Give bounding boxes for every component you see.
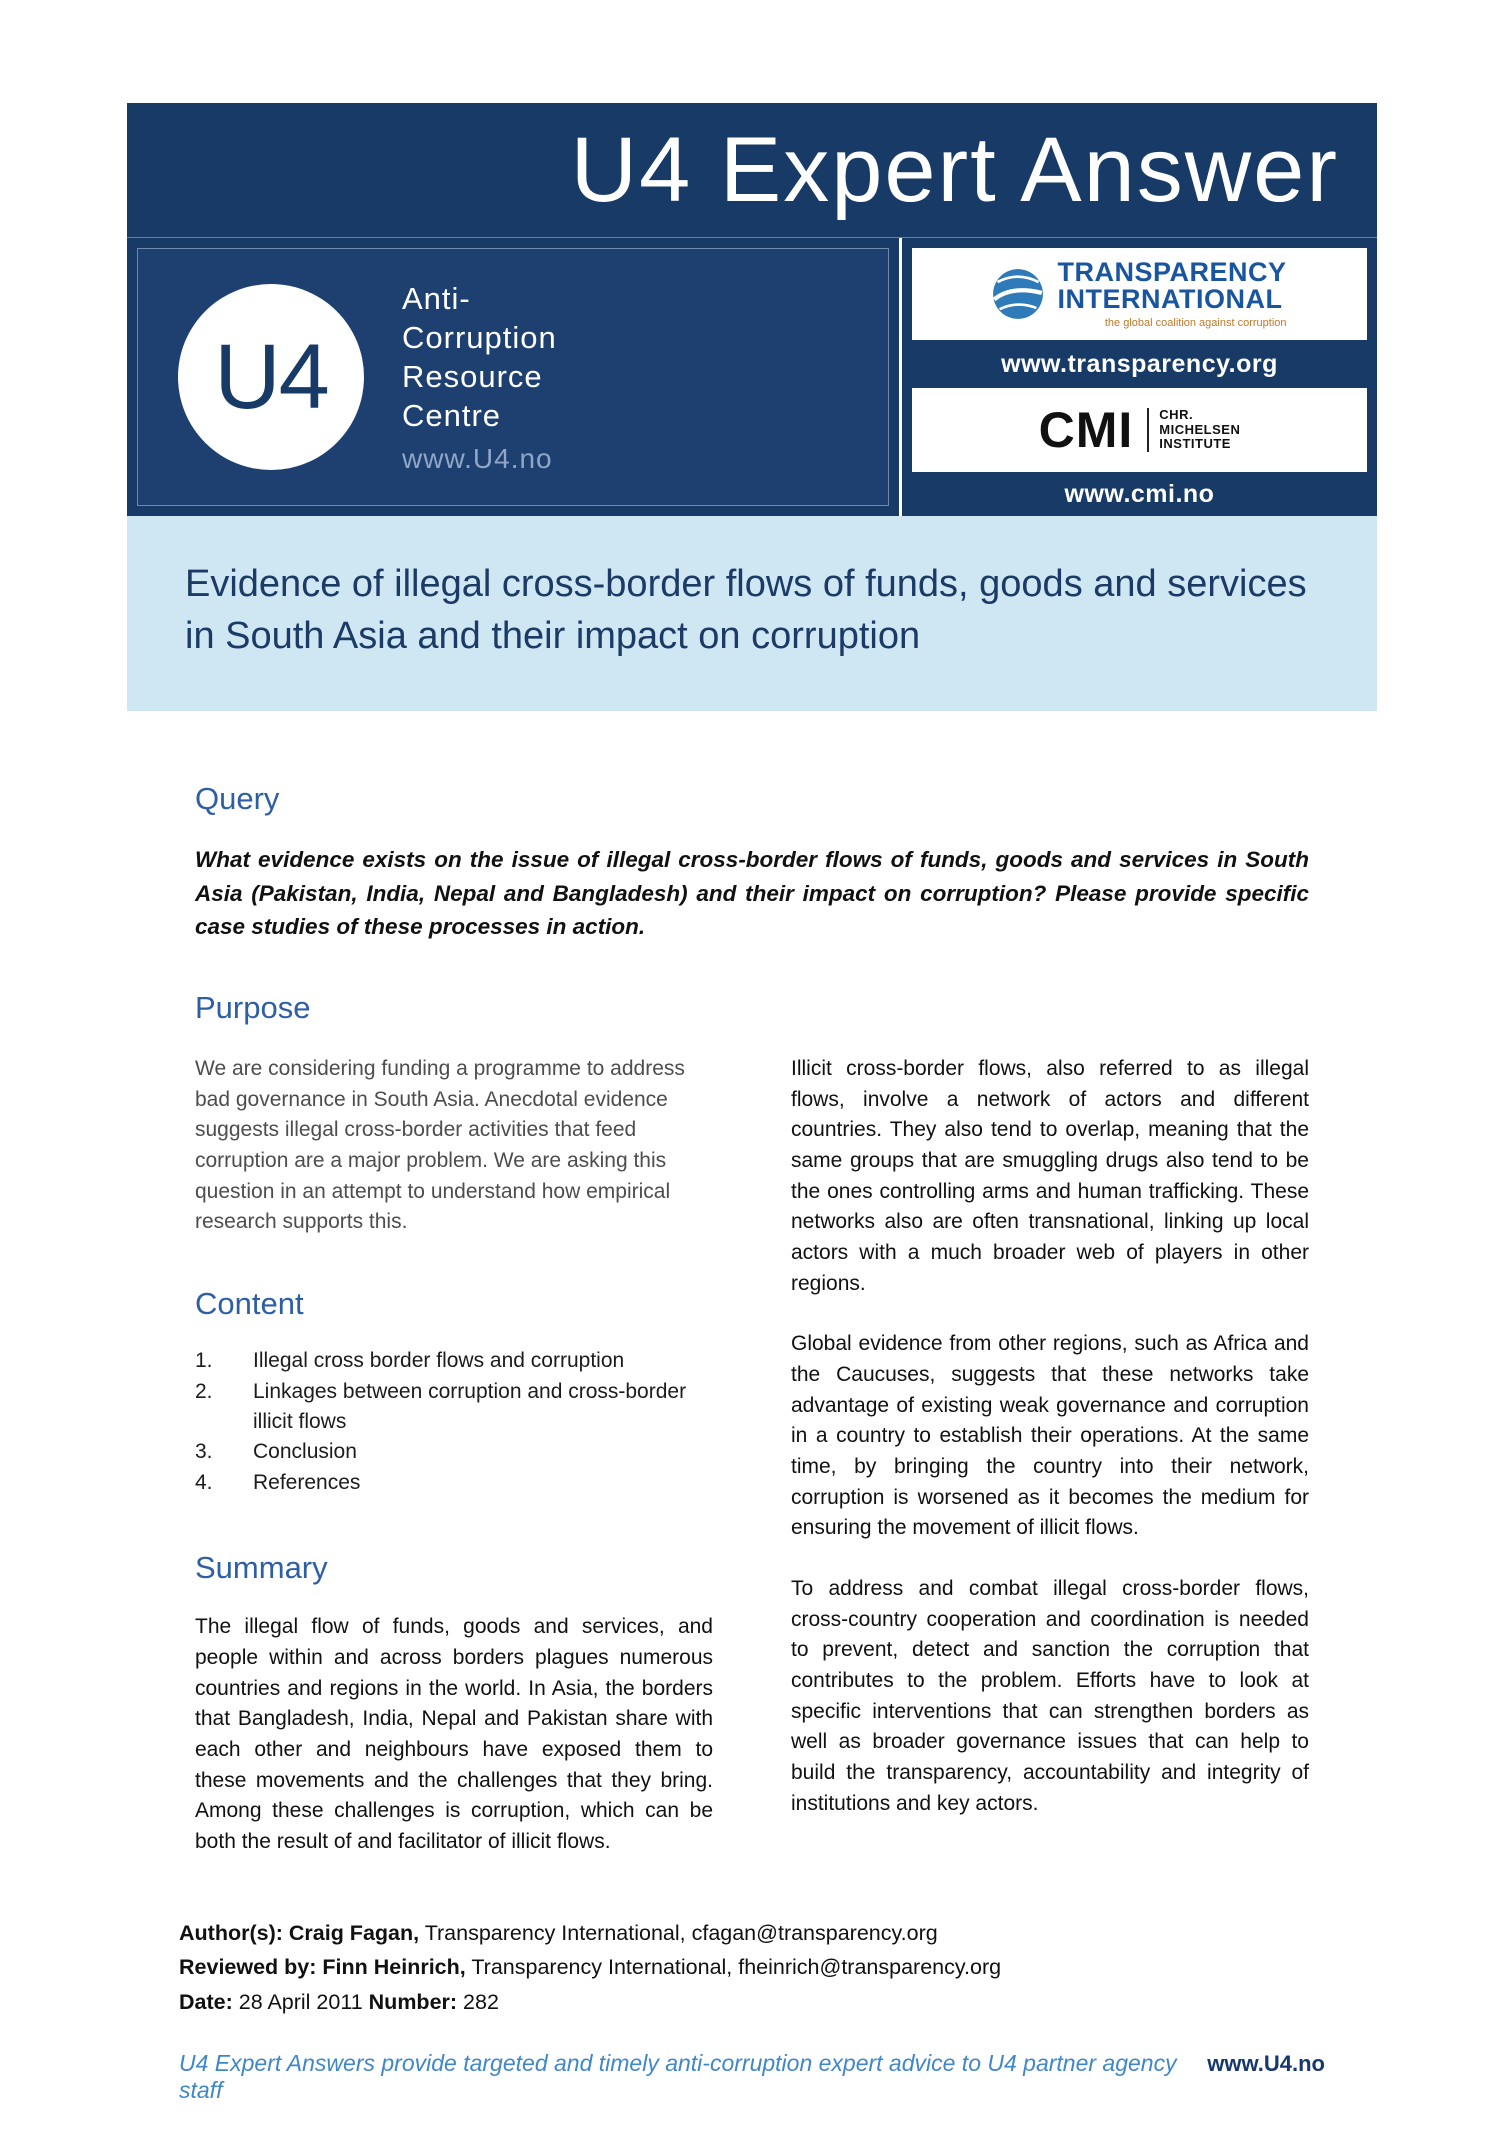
body-content — [127, 711, 1377, 1858]
u4-org-line-4: Centre — [402, 398, 502, 434]
intro-paragraph-1: Illicit cross-border flows, also referred to as illegal flows, involve a network of actors and different countries. They also tend to overlap, meaning that the same groups that are smuggling drugs also tend to be the ones controlling arms and human trafficking. These networks also are often transnational, linking up local actors with a much broader web of players in other regions. — [791, 1057, 1309, 1295]
ti-wordmark — [1057, 259, 1286, 329]
authors-label: Author(s): — [179, 1920, 283, 1945]
date-number-line — [179, 1985, 1325, 2020]
list-item-number: 3. — [195, 1440, 213, 1464]
u4-org-line-3: Resource — [402, 359, 543, 394]
header-banner — [127, 103, 1377, 516]
query-text: What evidence exists on the issue of illegal cross-border flows of funds, goods and services in South Asia (Pakistan, India, Nepal and Bangladesh) and their impact on corruption? Please provide specific case studies of these processes in action. — [195, 846, 1309, 940]
ti-wordmark-line-1: TRANSPARENCY — [1057, 257, 1287, 287]
two-column-layout — [195, 1054, 1309, 1857]
author-name: Craig Fagan, — [288, 1920, 420, 1945]
number-value: 282 — [463, 1990, 499, 2015]
u4-url-link[interactable]: www.U4.no — [402, 443, 553, 475]
cmi-institute-name — [1147, 408, 1240, 453]
u4-logo-panel-inner — [137, 248, 889, 506]
summary-heading: Summary — [195, 1550, 328, 1586]
summary-text: The illegal flow of funds, goods and services, and people within and across borders plagues numerous countries and regions in the world. In Asia, the borders that Bangladesh, India, Nepal and Pakistan share with each other and neighbours have exposed them to these movements and the challenges that they bring. Among these challenges is corruption, which can be both the result of and facilitator of illicit flows. — [195, 1615, 713, 1853]
u4-org-line-1: Anti- — [402, 280, 471, 316]
banner-title: U4 Expert Answer — [570, 118, 1339, 221]
transparency-url-link[interactable]: www.transparency.org — [1001, 349, 1278, 378]
list-item-text: Illegal cross border flows and corruption — [253, 1349, 625, 1373]
reviewer-affiliation: Transparency International, fheinrich@transparency.org — [471, 1955, 1002, 1980]
query-heading: Query — [195, 780, 280, 816]
purpose-text: We are considering funding a programme to address bad governance in South Asia. Anecdotal evidence suggests illegal cross-border activities that feed corruption are a major problem. We are asking this question in an attempt to understand how empirical research supports this. — [195, 1057, 685, 1234]
logo-row — [127, 238, 1377, 516]
list-item-number: 1. — [195, 1349, 213, 1373]
cmi-url-strip — [912, 472, 1367, 516]
footer-credits — [127, 1858, 1377, 2020]
cmi-name-line-3: INSTITUTE — [1159, 436, 1231, 452]
partner-logos-panel — [902, 238, 1377, 516]
reviewed-line — [179, 1950, 1325, 1985]
reviewer-name: Finn Heinrich, — [322, 1955, 466, 1980]
cmi-url-link[interactable]: www.cmi.no — [1064, 479, 1215, 508]
right-column — [791, 1054, 1309, 1857]
author-affiliation: Transparency International, cfagan@transparency.org — [424, 1920, 938, 1945]
u4-org-line-2: Corruption — [402, 319, 557, 355]
ti-tagline: the global coalition against corruption — [1104, 317, 1287, 329]
list-item-text: References — [253, 1470, 361, 1494]
document-title: Evidence of illegal cross-border flows of funds, goods and services in South Asia and their impact on corruption — [185, 563, 1307, 658]
cmi-logo — [912, 388, 1367, 472]
date-label: Date: — [179, 1990, 233, 2015]
u4-monogram: U4 — [214, 325, 328, 428]
authors-line — [179, 1916, 1325, 1951]
list-item-text: Linkages between corruption and cross-border illicit flows — [253, 1379, 687, 1433]
ti-wordmark-line-2: INTERNATIONAL — [1057, 284, 1283, 314]
content-list — [195, 1346, 713, 1498]
content-heading: Content — [195, 1286, 304, 1322]
u4-logo-panel — [127, 238, 902, 516]
list-item — [195, 1377, 713, 1438]
cmi-monogram: CMI — [1038, 402, 1134, 458]
footer-tagline-row — [127, 2050, 1377, 2104]
u4-logo-icon — [178, 284, 364, 470]
number-label: Number: — [368, 1990, 458, 2015]
list-item-number: 4. — [195, 1470, 213, 1494]
reviewed-label: Reviewed by: — [179, 1955, 317, 1980]
title-band — [127, 516, 1377, 711]
footer-u4-site-link[interactable]: www.U4.no — [1207, 2050, 1325, 2076]
left-column — [195, 1054, 713, 1857]
footer-tagline: U4 Expert Answers provide targeted and timely anti-corruption expert advice to U4 partner agency staff — [179, 2049, 1177, 2103]
list-item — [195, 1468, 713, 1498]
banner-title-row — [127, 103, 1377, 238]
transparency-url-strip — [912, 340, 1367, 388]
cmi-name-line-1: CHR. — [1159, 406, 1194, 422]
intro-paragraph-3: To address and combat illegal cross-border flows, cross-country cooperation and coordination is needed to prevent, detect and sanction the corruption that contributes to the problem. Efforts have to look at specific interventions that can strengthen borders as well as broader governance issues that can help to build the transparency, accountability and integrity of institutions and key actors. — [791, 1576, 1309, 1815]
ti-globe-icon — [992, 268, 1044, 320]
transparency-international-logo — [912, 248, 1367, 340]
list-item — [195, 1346, 713, 1376]
date-value: 28 April 2011 — [238, 1990, 363, 2015]
list-item-number: 2. — [195, 1379, 213, 1403]
u4-text-block — [402, 279, 557, 475]
list-item-text: Conclusion — [253, 1440, 357, 1464]
cmi-name-line-2: MICHELSEN — [1159, 421, 1241, 437]
list-item — [195, 1437, 713, 1467]
intro-paragraph-2: Global evidence from other regions, such as Africa and the Caucuses, suggests that these networks take advantage of existing weak governance and corruption in a country to establish their operations. At the same time, by bringing the country into their network, corruption is worsened as it becomes the medium for ensuring the movement of illicit flows. — [791, 1332, 1309, 1540]
purpose-heading: Purpose — [195, 990, 311, 1026]
u4-org-name — [402, 279, 557, 435]
